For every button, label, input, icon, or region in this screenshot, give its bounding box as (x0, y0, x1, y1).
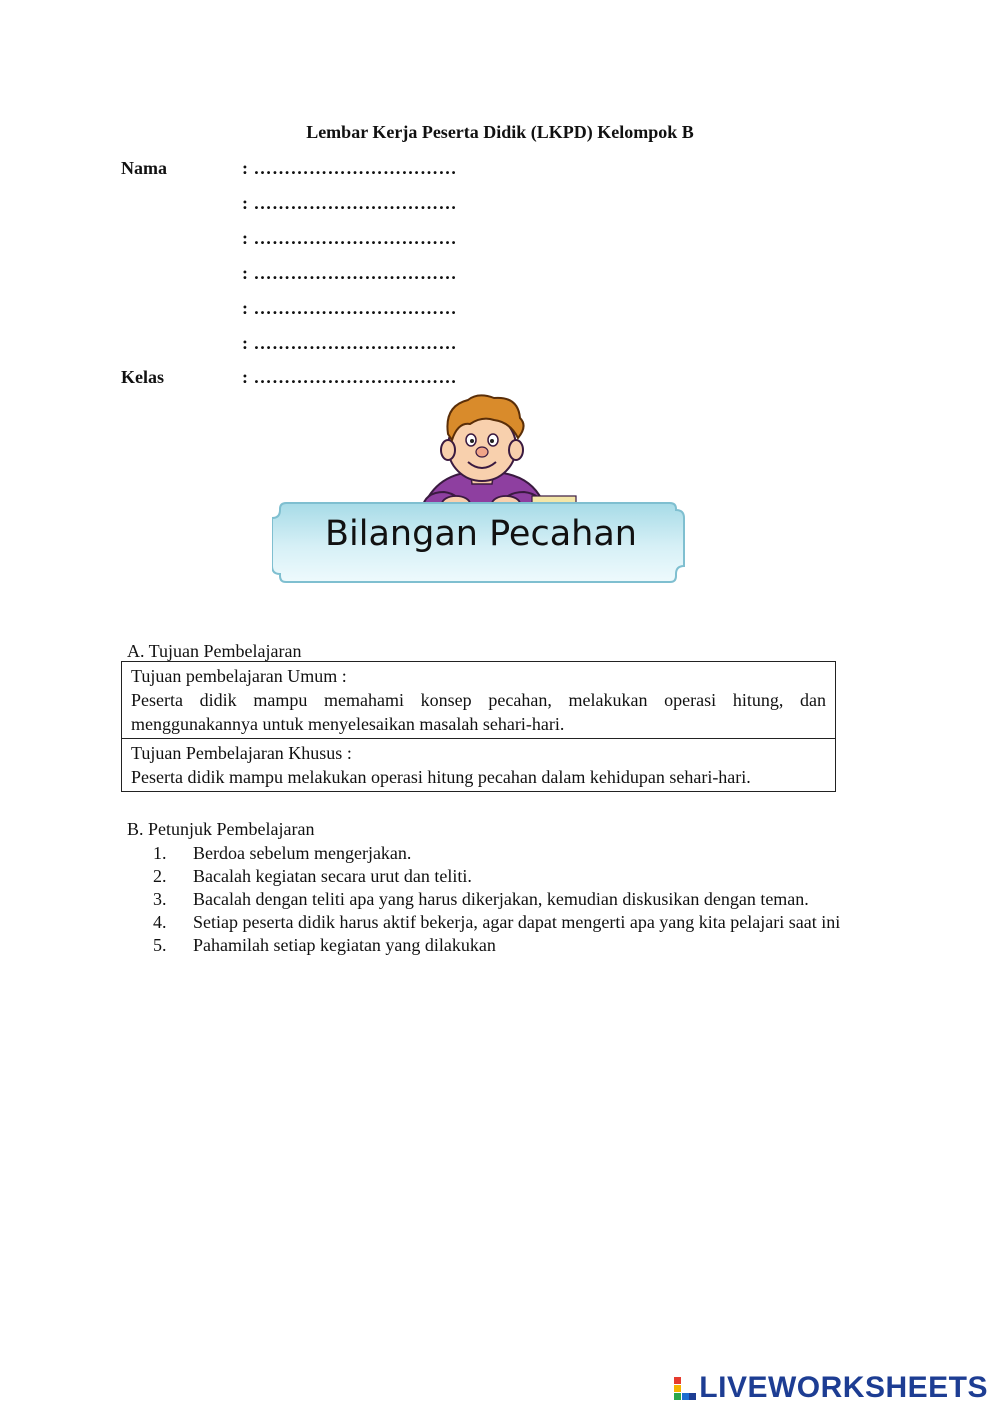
answer-blank[interactable]: : …………………………… (242, 298, 457, 318)
list-number: 3. (153, 889, 167, 909)
list-item (153, 865, 873, 888)
liveworksheets-brand[interactable] (674, 1371, 988, 1405)
list-number: 2. (153, 866, 167, 886)
general-objective-heading: Tujuan pembelajaran Umum : (131, 666, 347, 686)
list-text: Pahamilah setiap kegiatan yang dilakukan (193, 935, 496, 955)
list-text: Bacalah dengan teliti apa yang harus dikerjakan, kemudian diskusikan dengan teman. (193, 889, 809, 909)
specific-objective-text: Peserta didik mampu melakukan operasi hitung pecahan dalam kehidupan sehari-hari. (131, 767, 751, 787)
list-number: 4. (153, 912, 167, 932)
list-number: 5. (153, 935, 167, 955)
liveworksheets-logo-icon (674, 1375, 696, 1401)
instruction-list (153, 842, 873, 957)
document-title: Lembar Kerja Peserta Didik (LKPD) Kelompok B (306, 122, 694, 142)
general-objective-cell (122, 662, 835, 738)
answer-blank[interactable]: : …………………………… (242, 228, 457, 248)
brand-name: LIVEWORKSHEETS (699, 1371, 988, 1404)
list-item (153, 888, 873, 911)
answer-blank[interactable]: : …………………………… (242, 193, 457, 213)
objectives-table (121, 661, 836, 792)
list-item (153, 842, 873, 865)
boy-cartoon (422, 395, 576, 512)
list-item (153, 934, 873, 957)
answer-blank[interactable]: : …………………………… (242, 367, 457, 387)
answer-blank[interactable]: : …………………………… (242, 333, 457, 353)
field-label: Nama (121, 158, 167, 178)
section-b-heading: B. Petunjuk Pembelajaran (127, 819, 315, 839)
list-text: Berdoa sebelum mengerjakan. (193, 843, 412, 863)
general-objective-text: Peserta didik mampu memahami konsep pecahan, melakukan operasi hitung, dan menggunakannya untuk menyelesaikan masalah sehari-hari. (131, 690, 826, 734)
specific-objective-heading: Tujuan Pembelajaran Khusus : (131, 743, 352, 763)
answer-blank[interactable]: : …………………………… (242, 158, 457, 178)
field-label: Kelas (121, 367, 164, 387)
list-item (153, 911, 873, 934)
specific-objective-cell (122, 738, 835, 791)
banner-title: Bilangan Pecahan (325, 514, 637, 554)
list-number: 1. (153, 843, 167, 863)
list-text: Bacalah kegiatan secara urut dan teliti. (193, 866, 472, 886)
section-a-heading: A. Tujuan Pembelajaran (127, 641, 302, 661)
answer-blank[interactable]: : …………………………… (242, 263, 457, 283)
list-text: Setiap peserta didik harus aktif bekerja, agar dapat mengerti apa yang kita pelajari saat ini (193, 912, 841, 932)
